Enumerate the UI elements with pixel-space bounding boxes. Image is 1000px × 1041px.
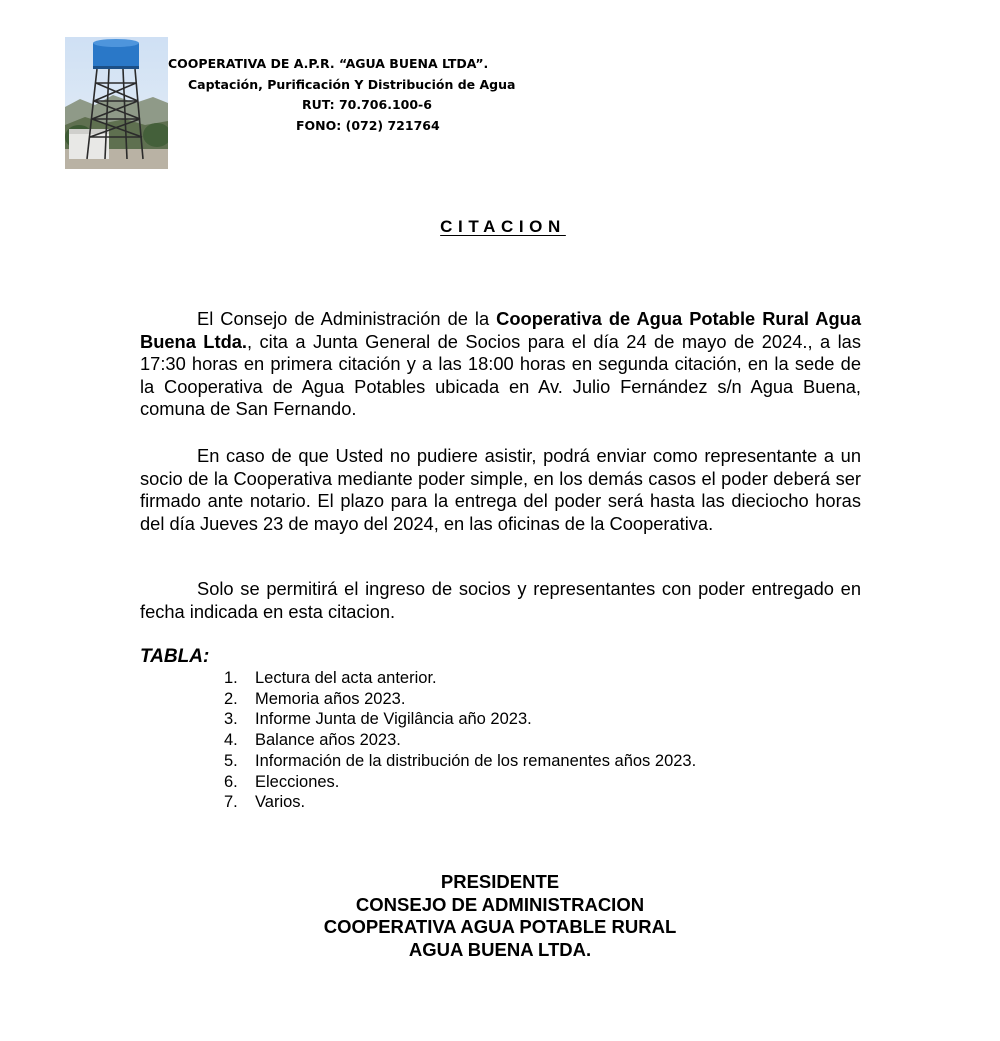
list-item-text: Varios. bbox=[255, 793, 306, 812]
list-item-text: Informe Junta de Vigilância año 2023. bbox=[255, 710, 532, 729]
paragraph-representation bbox=[140, 445, 861, 535]
paragraph-convocation-intro: El Consejo de Administración de la bbox=[197, 308, 497, 329]
cooperative-phone: FONO: (072) 721764 bbox=[296, 117, 440, 133]
cooperative-rut: RUT: 70.706.100-6 bbox=[302, 97, 432, 112]
list-item bbox=[224, 792, 696, 813]
signature-cooperative-name: AGUA BUENA LTDA. bbox=[408, 939, 592, 961]
paragraph-admission-text: Solo se permitirá el ingreso de socios y representantes con poder entregado en fecha indicada en esta citacion. bbox=[140, 578, 861, 622]
water-tower-photo bbox=[65, 37, 168, 169]
list-item-text: Información de la distribución de los remanentes años 2023. bbox=[255, 751, 697, 770]
agenda-list bbox=[224, 668, 696, 813]
list-item-text: Elecciones. bbox=[255, 772, 340, 791]
letterhead bbox=[168, 54, 538, 136]
list-item-number: 6. bbox=[224, 772, 238, 791]
list-item-number: 1. bbox=[224, 669, 238, 687]
list-item bbox=[224, 751, 696, 772]
list-item bbox=[224, 730, 696, 751]
list-item-text: Memoria años 2023. bbox=[255, 689, 406, 708]
cooperative-tagline: Captación, Purificación Y Distribución de Agua bbox=[188, 76, 516, 92]
signature-block bbox=[0, 871, 1000, 962]
paragraph-convocation-details: , cita a Junta General de Socios para el día 24 de mayo de 2024., a las 17:30 horas en primera citación y a las 18:00 horas en segunda citación, en la sede de la Cooperativa de Agua Potables ubicada en Av. Julio Fernández s/n Agua Buena, comuna de San Fernando. bbox=[140, 330, 861, 420]
document-title: CITACION bbox=[440, 217, 566, 236]
paragraph-admission bbox=[140, 578, 861, 623]
signature-cooperative: COOPERATIVA AGUA POTABLE RURAL bbox=[323, 916, 677, 938]
paragraph-representation-text: En caso de que Usted no pudiere asistir, podrá enviar como representante a un socio de la Cooperativa mediante poder simple, en los demás casos el poder deberá ser firmado ante notario. El plazo para la entrega del poder será hasta las dieciocho horas del día Jueves 23 de mayo del 2024, en las oficinas de la Cooperativa. bbox=[140, 445, 861, 534]
list-item-number: 2. bbox=[224, 689, 238, 708]
list-item-number: 3. bbox=[224, 710, 238, 729]
list-item-text: Lectura del acta anterior. bbox=[255, 669, 437, 687]
list-item bbox=[224, 668, 696, 689]
signature-council: CONSEJO DE ADMINISTRACION bbox=[355, 893, 645, 915]
signature-title: PRESIDENTE bbox=[440, 871, 560, 892]
paragraph-convocation bbox=[140, 308, 861, 421]
cooperative-full-name: Cooperativa de Agua Potable Rural Agua Buena Ltda. bbox=[140, 308, 861, 352]
agenda-heading: TABLA: bbox=[140, 646, 210, 667]
list-item-text: Balance años 2023. bbox=[255, 731, 401, 750]
list-item bbox=[224, 709, 696, 730]
list-item bbox=[224, 689, 696, 710]
cooperative-name: COOPERATIVA DE A.P.R. “AGUA BUENA LTDA”. bbox=[168, 56, 489, 71]
list-item-number: 5. bbox=[224, 751, 238, 770]
list-item-number: 4. bbox=[224, 731, 238, 750]
list-item bbox=[224, 772, 696, 793]
list-item-number: 7. bbox=[224, 793, 238, 812]
